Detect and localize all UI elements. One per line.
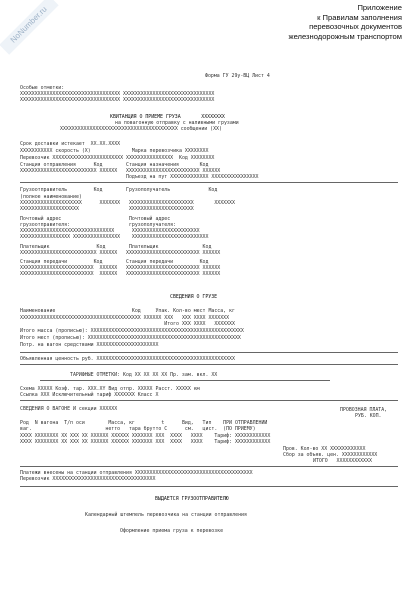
issued-title: ВЫДАЕТСЯ ГРУЗООТПРАВИТЕЛЮ — [155, 496, 229, 502]
charge-total: ИТОГО XXXXXXXXXXXX — [313, 458, 372, 464]
header-line: перевозочных документов — [309, 22, 402, 32]
scheme-line: Схема XXXXX Коэф. тар. XXX.XY Вид отпр. XXXXX Расст. XXXXX км — [20, 386, 200, 392]
places-in-words: Итого мест (прописью): XXXXXXXXXXXXXXXXXXXXXXXXXXXXXXXXXXXXXXXXXXXXXXXXXXXX — [20, 335, 241, 341]
form-label: Форма ГУ 29у-ВЦ Лист 4 — [205, 73, 270, 79]
appendix-header — [192, 3, 402, 41]
divider — [20, 352, 398, 353]
delivery-deadline: Срок доставки истекает XX.XX.XXXX — [20, 141, 121, 147]
header-line: Приложение — [357, 3, 402, 12]
receipt-subtitle: XXXXXXXXXXXXXXXXXXXXXXXXXXXXXXXXXXXXXXXX сообщении (XX) — [60, 126, 222, 132]
divider — [20, 486, 398, 487]
sender-header: Грузоотправитель Код Грузополучатель Код — [20, 187, 218, 193]
reference-line: Ссылка XXX Исключительный тариф XXXXXXX Класс X — [20, 392, 159, 398]
sender-value: (полное наименование) — [20, 194, 82, 200]
wagon-row: XXXX XXXXXXXX XX XXX XX XXXXXX XXXXXX XXXXXXX XXX XXXX XXXX Тариф: XXXXXXXXXXXX — [20, 433, 271, 439]
post-address-value: грузоотправителя: грузополучателя: — [20, 222, 177, 228]
station-header: Станция отправления Код Станция назначения Код — [20, 162, 209, 168]
transfer-values: XXXXXXXXXXXXXXXXXXXXXXXXX XXXXXX XXXXXXXXXXXXXXXXXXXXXXXXX XXXXXX — [20, 271, 221, 277]
wagon-title: СВЕДЕНИЯ О ВАГОНЕ И секции XXXXXX — [20, 406, 118, 412]
speed-line: XXXXXXXXXXX скорость (X) Марка перевозчика XXXXXXXX — [20, 148, 209, 154]
divider — [20, 182, 398, 183]
post-address-value: XXXXXXXXXXXXXXXXX XXXXXXXXXXXXXXXX XXXXXXXXXXXXXXXXXXXXXXXXXX — [20, 234, 209, 240]
payments-line: Платежи внесены на станции отправления XXXXXXXXXXXXXXXXXXXXXXXXXXXXXXXXXXXXXXXX — [20, 470, 253, 476]
header-line: железнодорожным транспортом — [288, 31, 402, 41]
special-marks-label: Особые отметки: — [20, 85, 65, 91]
carrier-payment-line: Перевозчик XXXXXXXXXXXXXXXXXXXXXXXXXXXXXXXXXXX — [20, 476, 156, 482]
cargo-header: Наименование Код Упак. Кол-во мест Масса, кг — [20, 308, 235, 314]
payer-header: Плательщик Код Плательщик Код — [20, 244, 212, 250]
wagon-row: XXXX XXXXXXXX XX XXX XX XXXXXX XXXXXX XXXXXXX XXX XXXX XXXX Тариф: XXXXXXXXXXXX — [20, 439, 271, 445]
charge-row: Сбор за объяв. цен. XXXXXXXXXXXX — [283, 452, 378, 458]
wagon-header: Род N вагона Т/п оси Масса, кг t Вид, Тип ПРИ ОТПРАВЛЕНИИ — [20, 420, 268, 426]
header-line: к Правилам заполнения — [317, 12, 402, 22]
tariff-marks: ТАРИФНЫЕ ОТМЕТКИ: Код XX XX XX XX Пр. зам. вкл. XX — [70, 372, 218, 378]
post-address-header: Почтовый адрес Почтовый адрес — [20, 216, 171, 222]
sender-value: XXXXXXXXXXXXXXXXXXXXX XXXXXXX XXXXXXXXXXXXXXXXXXXXXX XXXXXXX — [20, 200, 235, 206]
wagon-header: ваг. нетто тара брутто С см. цист. (ПО ПРИЕМУ) — [20, 426, 256, 432]
charge-row: Пров. Кол-во XX XXXXXXXXXXXX — [283, 446, 366, 452]
special-marks-line: XXXXXXXXXXXXXXXXXXXXXXXXXXXXXXXXXX XXXXXXXXXXXXXXXXXXXXXXXXXXXXXXX — [20, 97, 215, 103]
cargo-total: Итого XXX XXXX XXXXXXX — [20, 321, 235, 327]
cargo-row: XXXXXXXXXXXXXXXXXXXXXXXXXXXXXXXXXXXXXXXXX XXXXXX XXX XXX XXXX XXXXXXX — [20, 315, 230, 321]
receipt-subtitle: на повагонную отправку с наливными грузами — [115, 120, 239, 126]
seals-line: Потр. на вагон средствами XXXXXXXXXXXXXXXXXXXXX — [20, 342, 159, 348]
transfer-header: Станция передачи Код Станция передачи Код — [20, 259, 209, 265]
divider — [20, 400, 398, 401]
mass-in-words: Итого масса (прописью): XXXXXXXXXXXXXXXXXXXXXXXXXXXXXXXXXXXXXXXXXXXXXXXXXXXX — [20, 328, 244, 334]
footer-line: Оформление приема груза к перевозке — [120, 528, 224, 534]
divider — [20, 466, 398, 467]
divider — [20, 364, 398, 365]
station-values: XXXXXXXXXXXXXXXXXXXXXXXXXX XXXXXX XXXXXXXXXXXXXXXXXXXXXXXXX XXXXXX — [20, 168, 221, 174]
charges-label: ПРОВОЗНАЯ ПЛАТА, — [340, 407, 388, 413]
post-address-value: XXXXXXXXXXXXXXXXXXXXXXXXXXXXXXXX XXXXXXXXXXXXXXXXXXXXXXX — [20, 228, 200, 234]
declared-value: Объявленная ценность руб. XXXXXXXXXXXXXXXXXXXXXXXXXXXXXXXXXXXXXXXXXXXXXXX — [20, 356, 235, 362]
access-road-line: Подъезд на пут XXXXXXXXXXXXX XXXXXXXXXXXXXXXX — [20, 174, 259, 180]
payer-values: XXXXXXXXXXXXXXXXXXXXXXXXXX XXXXXX XXXXXXXXXXXXXXXXXXXXXXXXX XXXXXX — [20, 250, 221, 256]
carrier-line: Перевозчик XXXXXXXXXXXXXXXXXXXXXXXX XXXXXXXXXXXXXXXX Код XXXXXXXX — [20, 155, 215, 161]
sender-value: XXXXXXXXXXXXXXXXXXXX XXXXXXXXXXXXXXXXXXXXXX — [20, 206, 194, 212]
receipt-title: КВИТАНЦИЯ О ПРИЕМЕ ГРУЗА XXXXXXXX — [110, 114, 225, 120]
divider — [40, 380, 330, 381]
stamp-line: Календарный штемпель перевозчика на станции отправления — [85, 512, 247, 518]
special-marks-line: XXXXXXXXXXXXXXXXXXXXXXXXXXXXXXXXXX XXXXXXXXXXXXXXXXXXXXXXXXXXXXXXX — [20, 91, 215, 97]
charges-units: РУБ. КОП. — [355, 413, 382, 419]
transfer-values: XXXXXXXXXXXXXXXXXXXXXXXXX XXXXXX XXXXXXXXXXXXXXXXXXXXXXXXX XXXXXX — [20, 265, 221, 271]
cargo-title: СВЕДЕНИЯ О ГРУЗЕ — [170, 294, 218, 300]
watermark-logo: NoNumber.ru — [0, 0, 59, 55]
